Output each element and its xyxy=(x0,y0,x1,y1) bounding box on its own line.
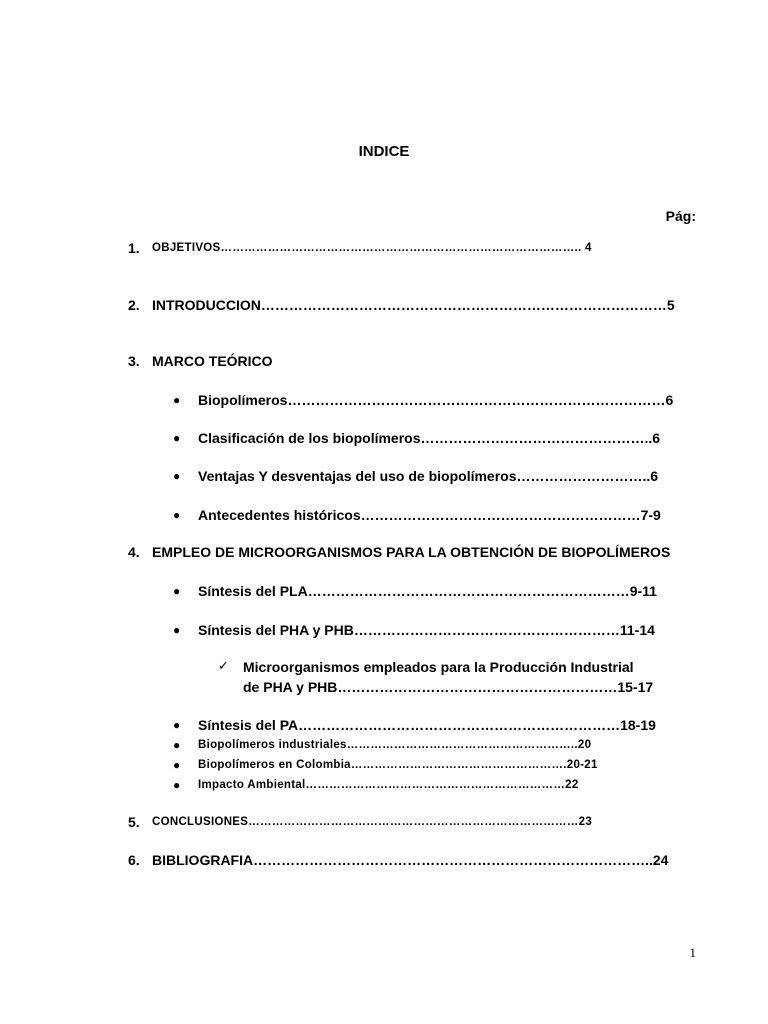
bullet-icon: ● xyxy=(173,718,181,732)
page-number: 1 xyxy=(689,945,696,960)
toc-subentry-colombia: Biopolímeros en Colombia……………………………………………….20-21 xyxy=(198,759,598,771)
toc-entry-number: 1. xyxy=(128,240,140,256)
bullet-icon: ● xyxy=(173,508,181,522)
toc-subentry-clasificacion: Clasificación de los biopolímeros…………………………………………..6 xyxy=(198,430,661,446)
toc-entry-bibliografia: BIBLIOGRAFIA…………………………………………………………………………..24 xyxy=(152,852,669,868)
toc-subsubentry-line2: de PHA y PHB……………………………………………………15-17 xyxy=(243,679,654,695)
toc-subentry-sintesis-pla: Síntesis del PLA……………………………………………………………9-11 xyxy=(198,583,657,599)
toc-entry-number: 4. xyxy=(128,544,140,560)
toc-entry-introduccion: INTRODUCCION……………………………………………………………………………5 xyxy=(152,297,675,313)
bullet-icon: ● xyxy=(173,431,181,445)
toc-subentry-sintesis-pha: Síntesis del PHA y PHB…………………………………………………11-14 xyxy=(198,622,655,638)
toc-subentry-ventajas: Ventajas Y desventajas del uso de biopolímeros………………………..6 xyxy=(198,468,659,484)
bullet-icon: ● xyxy=(173,584,181,598)
toc-entry-number: 5. xyxy=(128,814,140,830)
toc-entry-number: 3. xyxy=(128,353,140,369)
toc-entry-marco-teorico: MARCO TEÓRICO xyxy=(152,353,273,369)
toc-subentry-industriales: Biopolímeros industriales…………………………………………………..20 xyxy=(198,739,592,751)
toc-entry-number: 6. xyxy=(128,852,140,868)
checkmark-icon: ✓ xyxy=(218,658,229,673)
page-title: INDICE xyxy=(358,143,410,160)
toc-entry-text: OBJETIVOS……………………………………………………………………………….. 4 xyxy=(152,242,592,254)
bullet-icon: ● xyxy=(173,738,181,752)
bullet-icon: ● xyxy=(173,469,181,483)
toc-subentry-impacto: Impacto Ambiental…………………………………………………………22 xyxy=(198,779,579,791)
bullet-icon: ● xyxy=(173,623,181,637)
toc-entry-empleo: EMPLEO DE MICROORGANISMOS PARA LA OBTENCIÓN DE BIOPOLÍMEROS xyxy=(152,544,671,560)
toc-subentry-sintesis-pa: Síntesis del PA……………………………………………………………18-19 xyxy=(198,717,656,733)
bullet-icon: ● xyxy=(173,393,181,407)
bullet-icon: ● xyxy=(173,758,181,772)
toc-entry-conclusiones: CONCLUSIONES…………………………………………………………………………23 xyxy=(152,816,593,828)
toc-subsubentry-line1: Microorganismos empleados para la Producción Industrial xyxy=(243,659,634,675)
toc-subentry-biopolimeros: Biopolímeros………………………………………………………………………6 xyxy=(198,392,674,408)
page-column-label: Pág: xyxy=(665,208,696,224)
toc-subentry-antecedentes: Antecedentes históricos……………………………………………………7-9 xyxy=(198,507,661,523)
bullet-icon: ● xyxy=(173,778,181,792)
toc-entry-number: 2. xyxy=(128,297,140,313)
